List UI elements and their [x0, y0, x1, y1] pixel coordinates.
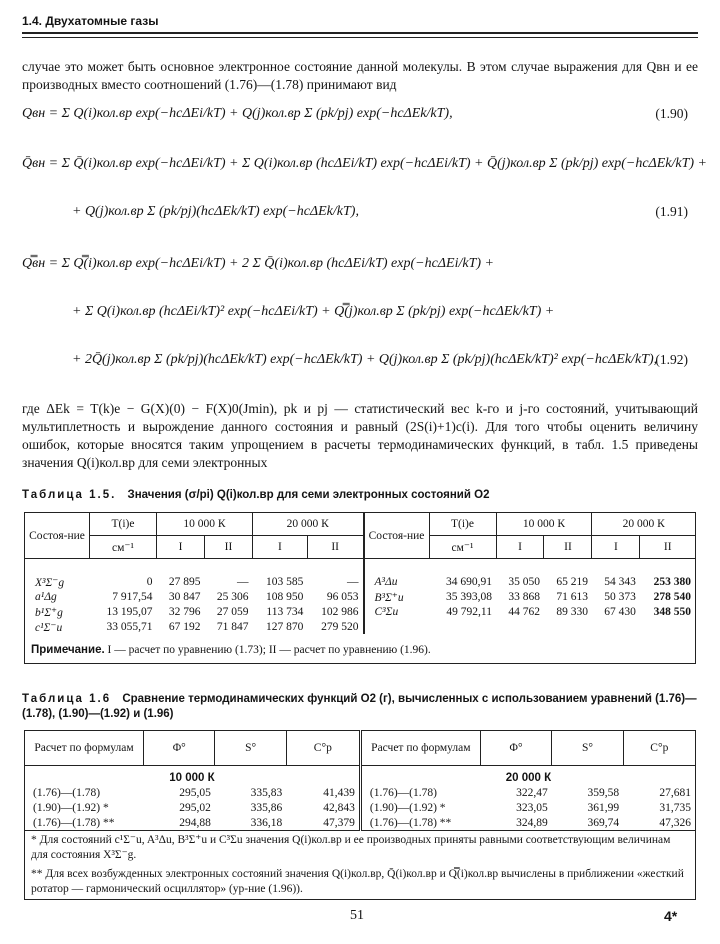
- equation-1-91-line-2: [22, 196, 698, 236]
- footnote-2: ** Для всех возбужденных электронных состояний значения Q(i)кол.вр, Q̄(i)кол.вр и Q̿(i)кол.вр вычислены в приближении «жесткий ротатор — гармонический осциллятор» (ур-ние (1.96)).: [31, 868, 684, 895]
- col-i: I: [496, 536, 544, 559]
- table-row: b¹Σ⁺g 13 195,07 32 796 27 059 113 734 102 986 C³Σu 49 792,11 44 762 89 330 67 430 348 550: [35, 605, 691, 619]
- intro-paragraph: случае это может быть основное электронное состояние данной молекулы. В этом случае выражения для Qвн и ее производных вместо соотношений (1.76)—(1.78) принимают вид: [22, 59, 698, 92]
- col-te: T(i)e: [90, 513, 157, 536]
- col-ii: II: [204, 536, 252, 559]
- equation-expression: Qвн = Σ Q(i)кол.вр exp(−hcΔEi/kT) + Q(j)кол.вр Σ (pk/pj) exp(−hcΔEk/kT),: [22, 106, 453, 121]
- col-i: I: [252, 536, 307, 559]
- equation-number: (1.91): [655, 204, 688, 219]
- equation-number: (1.92): [655, 352, 688, 367]
- running-head: 1.4. Двухатомные газы: [22, 14, 698, 34]
- temp-10000k: 10 000 К: [169, 771, 215, 784]
- table-caption-text: Значения (σ/pi) Q(i)кол.вр для семи электронных состояний O2: [127, 489, 490, 501]
- equation-number: (1.90): [655, 106, 688, 121]
- temp-20000k: 20 000 К: [360, 766, 695, 786]
- equation-expression: + Q(j)кол.вр Σ (pk/pj)(hcΔEk/kT) exp(−hcΔEk/kT),: [72, 204, 359, 219]
- table-label: Таблица 1.6: [22, 693, 112, 705]
- table-1-6-caption: [22, 692, 698, 722]
- footnote-1: * Для состояний c¹Σ⁻u, A³Δu, B³Σ⁺u и C³Σu значения Q(i)кол.вр и ее производных приняты равными соответствующим величинам для состояния X³Σ⁻g.: [25, 831, 696, 866]
- table-row: a¹Δg 7 917,54 30 847 25 306 108 950 96 053 B³Σ⁺u 35 393,08 33 868 71 613 50 373 278 540: [35, 590, 691, 604]
- col-cp: C°p: [286, 731, 360, 766]
- equation-1-92-line-3: [22, 344, 698, 384]
- col-phi: Φ°: [144, 731, 215, 766]
- equation-1-91-line-1: [22, 148, 708, 188]
- table-row: c¹Σ⁻u 33 055,71 67 192 71 847 127 870 279 520: [25, 619, 696, 634]
- table-row: (1.76)—(1.78) 295,05 335,83 41,439 (1.76)—(1.78) 322,47 359,58 27,681: [33, 786, 691, 799]
- equation-1-92-line-2: [22, 296, 698, 336]
- col-ii: II: [544, 536, 592, 559]
- where-paragraph: где ΔEk = T(k)e − G(X)(0) − F(X)0(Jmin), pk и pj — статистический вес k-го и j-го состояний, учитывающий мультиплетность и вырождение данного состояния и равный (2S(i)+1)c(i). Для того чтобы оценить величину ошибок, которые вносятся таким упрощением в расчеты термодинамических функций, в табл. 1.5 приведены значения Q(i)кол.вр для семи электронных: [22, 401, 698, 470]
- col-i: I: [157, 536, 205, 559]
- col-te: T(i)e: [429, 513, 496, 536]
- table-row: X³Σ⁻g 0 27 895 — 103 585 — A³Δu 34 690,91 35 050 65 219 54 343 253 380: [35, 575, 691, 589]
- table-1-6: [24, 730, 696, 900]
- col-calc: Расчет по формулам: [25, 731, 144, 766]
- table-caption-text: Сравнение термодинамических функций O2 (г), вычисленных с использованием уравнений (1.76)—(1.78), (1.90)—(1.92) и (1.96): [22, 693, 697, 720]
- col-i: I: [592, 536, 640, 559]
- table-1-5: [24, 512, 696, 664]
- col-10000k: 10 000 К: [496, 513, 592, 536]
- col-cp: C°p: [623, 731, 695, 766]
- equation-expression: Q̿вн = Σ Q̿(i)кол.вр exp(−hcΔEi/kT) + 2 Σ Q̄(i)кол.вр (hcΔEi/kT) exp(−hcΔEi/kT) +: [22, 256, 494, 271]
- equation-expression: + 2Q̄(j)кол.вр Σ (pk/pj)(hcΔEk/kT) exp(−hcΔEk/kT) + Q(j)кол.вр Σ (pk/pj)(hcΔEk/kT)² exp(−hcΔEk/kT),: [72, 352, 658, 367]
- col-s: S°: [215, 731, 286, 766]
- table-label: Таблица 1.5.: [22, 489, 117, 501]
- col-s: S°: [552, 731, 623, 766]
- col-ii: II: [307, 536, 363, 559]
- col-state: Состоя-ние: [364, 513, 430, 559]
- col-ii: II: [640, 536, 696, 559]
- equation-expression: Q̄вн = Σ Q̄(i)кол.вр exp(−hcΔEi/kT) + Σ Q(i)кол.вр (hcΔEi/kT) exp(−hcΔEi/kT) + Q̄(j)кол.вр Σ (pk/pj) exp(−hcΔEk/kT) +: [22, 156, 708, 171]
- page-number: 51: [350, 908, 364, 923]
- col-phi: Φ°: [480, 731, 551, 766]
- table-row: (1.76)—(1.78) ** 294,88 336,18 47,379 (1.76)—(1.78) ** 324,89 369,74 47,326: [33, 816, 691, 829]
- table-1-5-caption: [22, 488, 698, 503]
- col-unit: см⁻¹: [90, 536, 157, 559]
- table-row: (1.90)—(1.92) * 295,02 335,86 42,843 (1.90)—(1.92) * 323,05 361,99 31,735: [33, 801, 691, 814]
- note-label: Примечание.: [31, 643, 105, 656]
- header-rule: [22, 37, 698, 38]
- col-20000k: 20 000 К: [592, 513, 696, 536]
- col-state: Состоя-ние: [25, 513, 90, 559]
- equation-1-92-line-1: [22, 248, 698, 288]
- col-calc: Расчет по формулам: [360, 731, 480, 766]
- col-unit: см⁻¹: [429, 536, 496, 559]
- equation-expression: + Σ Q(i)кол.вр (hcΔEi/kT)² exp(−hcΔEi/kT) + Q̿(j)кол.вр Σ (pk/pj) exp(−hcΔEk/kT) +: [72, 304, 555, 319]
- col-20000k: 20 000 К: [252, 513, 363, 536]
- equation-1-90: [22, 98, 698, 138]
- col-10000k: 10 000 К: [157, 513, 253, 536]
- table-note: [25, 634, 696, 664]
- note-text: I — расчет по уравнению (1.73); II — расчет по уравнению (1.96).: [107, 643, 431, 656]
- signature-mark: 4*: [664, 908, 678, 924]
